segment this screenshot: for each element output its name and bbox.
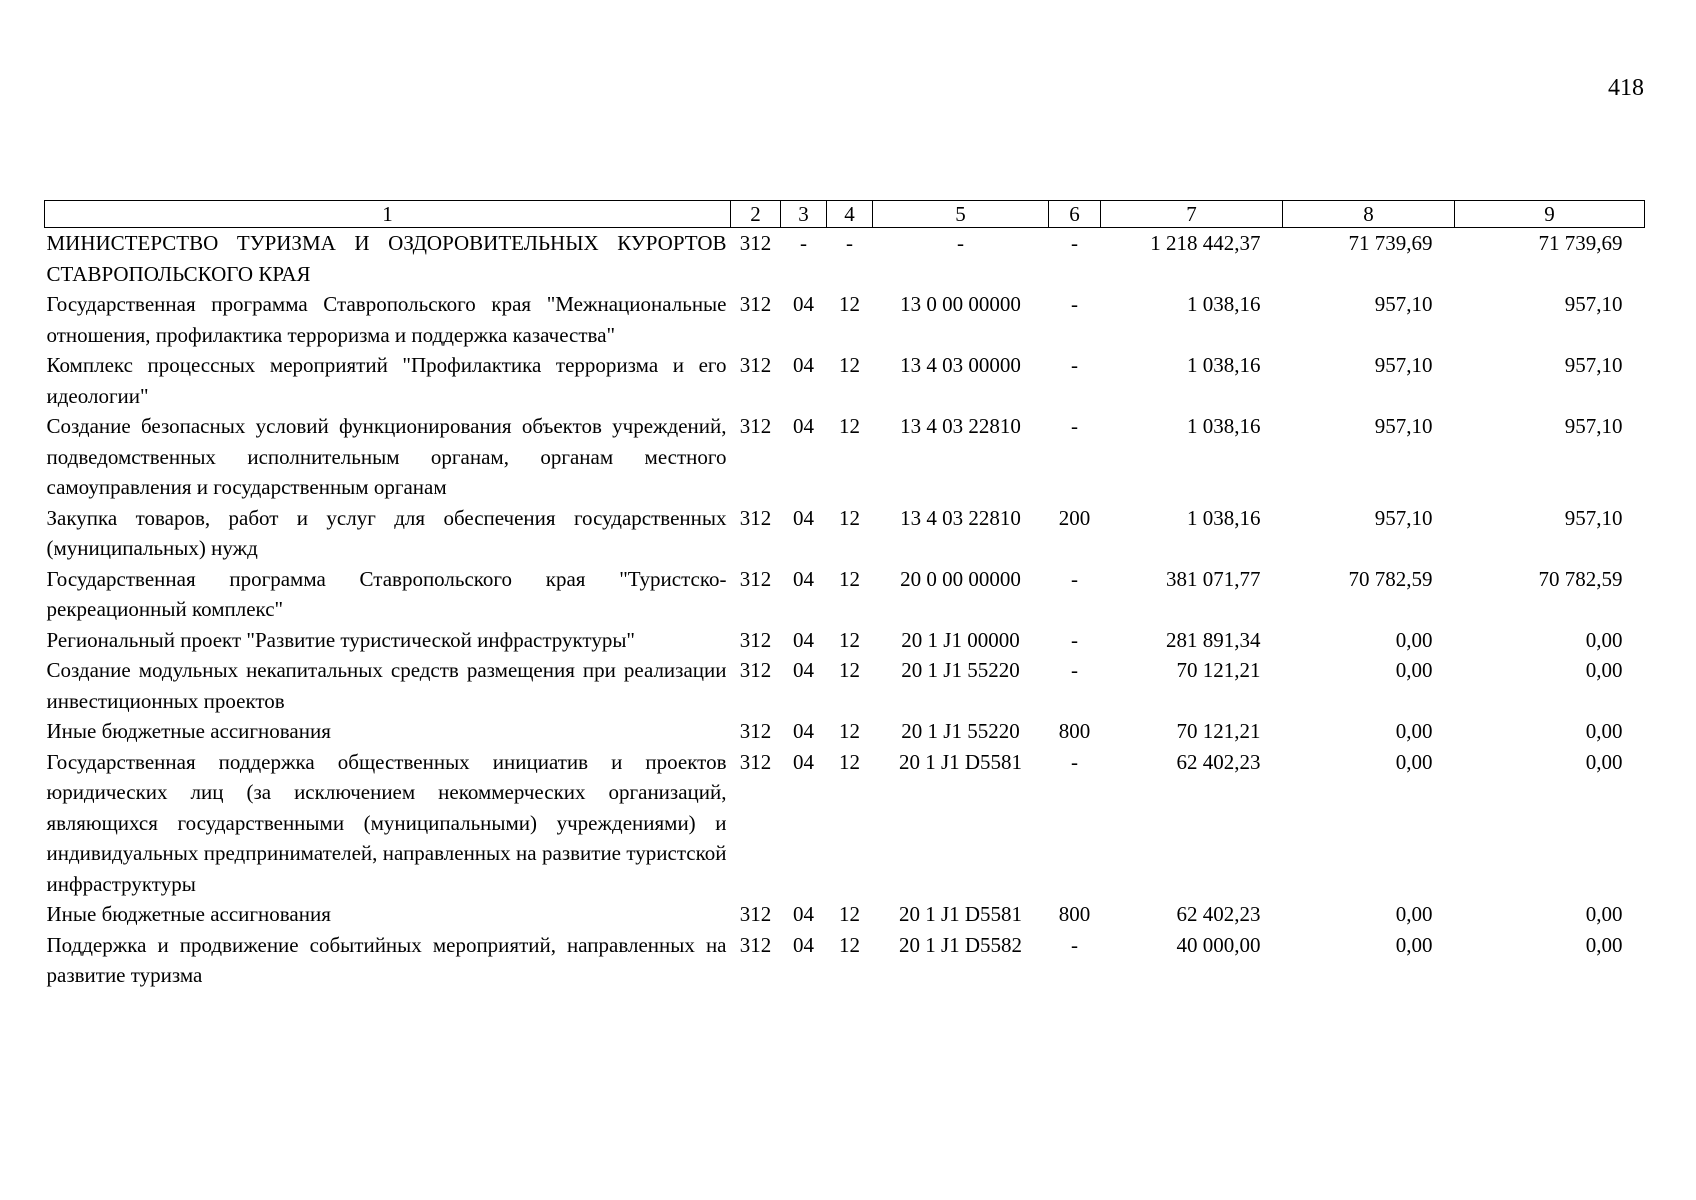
cell-ministry-code: 312 xyxy=(739,658,772,682)
table-row xyxy=(45,350,1645,411)
row-description: Иные бюджетные ассигнования xyxy=(46,719,331,743)
cell-amount-col7: 1 218 442,37 xyxy=(1150,231,1261,255)
row-description: Государственная поддержка общественных инициатив и проектов юридических лиц (за исключением некоммерческих организаций, являющихся государственными (муниципальными) учреждениями) и индивидуальных предпринимателей, направленных на развитие туристской инфраструктуры xyxy=(46,749,727,896)
header-row xyxy=(45,201,1645,228)
cell-amount-col9: 0,00 xyxy=(1585,902,1623,926)
cell-amount-col8: 0,00 xyxy=(1395,627,1433,652)
table-row xyxy=(45,289,1645,350)
cell-amount-col7: 40 000,00 xyxy=(1176,932,1261,957)
table-row xyxy=(45,930,1645,991)
cell-expense-type: 800 xyxy=(1058,902,1091,926)
cell-subsection: 12 xyxy=(839,932,860,957)
cell-expense-type: - xyxy=(1071,292,1078,316)
cell-amount-col7: 62 402,23 xyxy=(1176,902,1261,926)
cell-subsection: - xyxy=(846,231,853,255)
cell-expense-type: - xyxy=(1071,231,1078,255)
cell-ministry-code: 312 xyxy=(739,505,772,530)
cell-amount-col9: 0,00 xyxy=(1585,658,1623,682)
table-row xyxy=(45,747,1645,900)
header-cell: 6 xyxy=(1049,201,1101,228)
header-cell: 8 xyxy=(1283,201,1455,228)
cell-amount-col7: 1 038,16 xyxy=(1187,353,1261,377)
cell-amount-col7: 70 121,21 xyxy=(1176,719,1261,743)
table-row xyxy=(45,899,1645,930)
cell-amount-col7: 1 038,16 xyxy=(1187,414,1261,438)
cell-ministry-code: 312 xyxy=(739,902,772,926)
cell-section: 04 xyxy=(793,627,814,652)
cell-amount-col8: 957,10 xyxy=(1374,292,1433,316)
cell-expense-type: 200 xyxy=(1058,505,1091,530)
cell-ministry-code: 312 xyxy=(739,749,772,774)
cell-section: 04 xyxy=(793,749,814,774)
cell-section: 04 xyxy=(793,566,814,591)
cell-section: 04 xyxy=(793,932,814,957)
cell-amount-col8: 0,00 xyxy=(1395,902,1433,926)
cell-target-article: 20 1 J1 D5581 xyxy=(898,902,1023,926)
cell-amount-col7: 1 038,16 xyxy=(1187,292,1261,316)
cell-amount-col7: 381 071,77 xyxy=(1166,566,1261,591)
table-row xyxy=(45,228,1645,290)
cell-target-article: 13 4 03 22810 xyxy=(900,414,1021,438)
cell-subsection: 12 xyxy=(839,719,860,743)
cell-amount-col9: 0,00 xyxy=(1585,719,1623,743)
table-row xyxy=(45,625,1645,656)
cell-subsection: 12 xyxy=(839,566,860,591)
cell-amount-col7: 70 121,21 xyxy=(1176,658,1261,682)
row-description: Поддержка и продвижение событийных мероприятий, направленных на развитие туризма xyxy=(46,932,727,987)
cell-amount-col8: 71 739,69 xyxy=(1348,231,1433,255)
cell-target-article: 20 1 J1 55220 xyxy=(901,719,1020,743)
cell-amount-col8: 70 782,59 xyxy=(1348,566,1433,591)
cell-ministry-code: 312 xyxy=(739,292,772,316)
row-description: МИНИСТЕРСТВО ТУРИЗМА И ОЗДОРОВИТЕЛЬНЫХ КУРОРТОВ СТАВРОПОЛЬСКОГО КРАЯ xyxy=(46,231,727,286)
budget-table xyxy=(44,200,1645,991)
cell-target-article: 20 1 J1 55220 xyxy=(901,658,1020,682)
cell-subsection: 12 xyxy=(839,902,860,926)
cell-amount-col9: 70 782,59 xyxy=(1538,566,1623,591)
cell-ministry-code: 312 xyxy=(739,719,772,743)
cell-subsection: 12 xyxy=(839,505,860,530)
row-description: Создание безопасных условий функционирования объектов учреждений, подведомственных исполнительным органам, органам местного самоуправления и государственным органам xyxy=(46,414,727,499)
cell-section: - xyxy=(800,231,807,255)
cell-amount-col7: 1 038,16 xyxy=(1187,505,1261,530)
cell-section: 04 xyxy=(793,505,814,530)
table-row xyxy=(45,655,1645,716)
cell-amount-col8: 957,10 xyxy=(1374,414,1433,438)
row-description: Государственная программа Ставропольского края "Межнациональные отношения, профилактика терроризма и поддержка казачества" xyxy=(46,292,727,347)
cell-target-article: 20 0 00 00000 xyxy=(900,566,1021,591)
cell-expense-type: - xyxy=(1071,749,1078,774)
cell-expense-type: - xyxy=(1071,627,1078,652)
cell-amount-col9: 0,00 xyxy=(1585,627,1623,652)
cell-ministry-code: 312 xyxy=(739,627,772,652)
cell-section: 04 xyxy=(793,353,814,377)
table-row xyxy=(45,716,1645,747)
cell-amount-col8: 0,00 xyxy=(1395,658,1433,682)
cell-ministry-code: 312 xyxy=(739,353,772,377)
row-description: Закупка товаров, работ и услуг для обеспечения государственных (муниципальных) нужд xyxy=(46,505,727,560)
table-row xyxy=(45,564,1645,625)
cell-ministry-code: 312 xyxy=(739,566,772,591)
cell-amount-col8: 0,00 xyxy=(1395,932,1433,957)
cell-amount-col7: 281 891,34 xyxy=(1166,627,1261,652)
cell-subsection: 12 xyxy=(839,292,860,316)
cell-amount-col9: 71 739,69 xyxy=(1538,231,1623,255)
cell-amount-col9: 957,10 xyxy=(1564,353,1623,377)
cell-amount-col9: 957,10 xyxy=(1564,505,1623,530)
cell-amount-col9: 957,10 xyxy=(1564,292,1623,316)
cell-amount-col9: 0,00 xyxy=(1585,932,1623,957)
table-body xyxy=(45,228,1645,991)
row-description: Комплекс процессных мероприятий "Профилактика терроризма и его идеологии" xyxy=(46,353,727,408)
cell-amount-col9: 0,00 xyxy=(1585,749,1623,774)
cell-ministry-code: 312 xyxy=(739,932,772,957)
cell-amount-col9: 957,10 xyxy=(1564,414,1623,438)
cell-target-article: 13 4 03 22810 xyxy=(900,505,1021,530)
cell-section: 04 xyxy=(793,719,814,743)
cell-subsection: 12 xyxy=(839,658,860,682)
header-cell: 2 xyxy=(731,201,781,228)
cell-amount-col8: 957,10 xyxy=(1374,505,1433,530)
cell-subsection: 12 xyxy=(839,414,860,438)
cell-target-article: 20 1 J1 00000 xyxy=(901,627,1020,652)
row-description: Создание модульных некапитальных средств размещения при реализации инвестиционных проектов xyxy=(46,658,727,713)
cell-ministry-code: 312 xyxy=(739,414,772,438)
cell-target-article: - xyxy=(957,231,964,255)
cell-expense-type: 800 xyxy=(1058,719,1091,743)
cell-expense-type: - xyxy=(1071,658,1078,682)
table-row xyxy=(45,411,1645,503)
cell-expense-type: - xyxy=(1071,932,1078,957)
header-cell: 7 xyxy=(1101,201,1283,228)
cell-section: 04 xyxy=(793,414,814,438)
cell-amount-col8: 957,10 xyxy=(1374,353,1433,377)
cell-amount-col8: 0,00 xyxy=(1395,719,1433,743)
cell-target-article: 13 0 00 00000 xyxy=(900,292,1021,316)
cell-target-article: 20 1 J1 D5582 xyxy=(898,932,1023,957)
cell-section: 04 xyxy=(793,658,814,682)
header-cell: 4 xyxy=(827,201,873,228)
page-number: 418 xyxy=(1608,75,1644,101)
cell-expense-type: - xyxy=(1071,353,1078,377)
header-cell: 5 xyxy=(873,201,1049,228)
header-cell: 9 xyxy=(1455,201,1645,228)
header-cell: 1 xyxy=(45,201,731,228)
cell-section: 04 xyxy=(793,902,814,926)
cell-target-article: 20 1 J1 D5581 xyxy=(898,749,1023,774)
table-row xyxy=(45,503,1645,564)
cell-section: 04 xyxy=(793,292,814,316)
cell-expense-type: - xyxy=(1071,566,1078,591)
cell-subsection: 12 xyxy=(839,353,860,377)
row-description: Иные бюджетные ассигнования xyxy=(46,902,331,926)
cell-subsection: 12 xyxy=(839,627,860,652)
cell-subsection: 12 xyxy=(839,749,860,774)
row-description: Региональный проект "Развитие туристической инфраструктуры" xyxy=(46,627,636,652)
cell-ministry-code: 312 xyxy=(739,231,772,255)
cell-target-article: 13 4 03 00000 xyxy=(900,353,1021,377)
cell-amount-col8: 0,00 xyxy=(1395,749,1433,774)
cell-amount-col7: 62 402,23 xyxy=(1176,749,1261,774)
row-description: Государственная программа Ставропольского края "Туристско-рекреационный комплекс" xyxy=(46,566,727,621)
cell-expense-type: - xyxy=(1071,414,1078,438)
header-cell: 3 xyxy=(781,201,827,228)
